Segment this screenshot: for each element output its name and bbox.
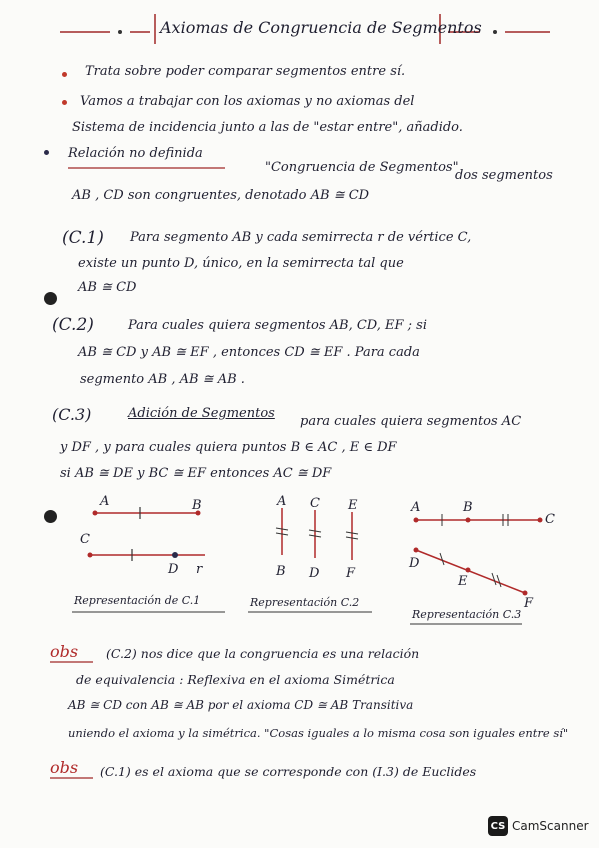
fig-c2-point-a: A (277, 494, 287, 509)
bullet-dot (62, 72, 67, 77)
fig-c3-point-d: D (409, 556, 420, 571)
axiom-c1-line-3: AB ≅ CD (78, 280, 137, 295)
bullet-text-2: Vamos a trabajar con los axiomas y no axiomas del (80, 94, 415, 109)
fig-c2-point-d: D (309, 566, 320, 581)
camscanner-brand: CamScanner (512, 819, 589, 833)
obs1-line-4: uniendo el axioma y la simétrica. "Cosas iguales a lo misma cosa son iguales entre sí" (68, 726, 569, 740)
page-title: Axiomas de Congruencia de Segmentos (160, 18, 482, 37)
bullet-dot (62, 100, 67, 105)
relacion-rest: dos segmentos (455, 168, 553, 183)
axiom-c3-line-1: para cuales quiera segmentos AC (300, 414, 522, 429)
fig-c3-point-f: F (524, 596, 534, 611)
figure-c3 (414, 514, 543, 596)
camscanner-logo-icon: CS (488, 816, 508, 836)
header-dot-left (118, 30, 122, 34)
axiom-c1-line-2: existe un punto D, único, en la semirrecta tal que (78, 256, 404, 271)
fig-c1-point-r: r (196, 562, 203, 577)
fig-c2-point-f: F (346, 566, 356, 581)
fig-c2-point-e: E (348, 498, 358, 513)
relacion-label: Relación no definida (68, 146, 203, 161)
fig-c1-point-b: B (192, 498, 202, 513)
fig-c1-point-d: D (168, 562, 179, 577)
axiom-c2-label: (C.2) (52, 315, 94, 335)
camscanner-watermark (488, 816, 589, 836)
axiom-c3-label: (C.3) (52, 405, 92, 424)
fig-c1-point-a: A (100, 494, 110, 509)
bullet-text-3: Sistema de incidencia junto a las de "estar entre", añadido. (72, 120, 463, 135)
fig-c2-point-c: C (310, 496, 320, 511)
fig-c1-point-c: C (80, 532, 90, 547)
relacion-quote: "Congruencia de Segmentos" (265, 160, 459, 175)
fig-c3-point-a: A (411, 500, 421, 515)
fig-c3-point-b: B (463, 500, 473, 515)
obs2-label: obs (50, 758, 79, 777)
relacion-line-2: AB , CD son congruentes, denotado AB ≅ CD (72, 188, 370, 203)
axiom-c3-line-2: y DF , y para cuales quiera puntos B ∈ AC , E ∈ DF (60, 440, 397, 455)
axiom-c2-line-3: segmento AB , AB ≅ AB . (80, 372, 245, 387)
caption-c2: Representación C.2 (250, 596, 360, 609)
binder-hole (44, 292, 57, 305)
caption-c3: Representación C.3 (412, 608, 522, 621)
axiom-c3-heading: Adición de Segmentos (128, 406, 275, 421)
fig-c3-point-e: E (458, 574, 468, 589)
obs1-label: obs (50, 642, 79, 661)
caption-c1: Representación de C.1 (74, 594, 201, 607)
axiom-c1-line-1: Para segmento AB y cada semirrecta r de vértice C, (130, 230, 472, 245)
binder-hole (44, 510, 57, 523)
bullet-text-1: Trata sobre poder comparar segmentos entre sí. (85, 64, 406, 79)
figure-c2 (276, 508, 358, 560)
axiom-c1-label: (C.1) (62, 228, 104, 248)
bullet-dot (44, 150, 49, 155)
header-dot-right (493, 30, 497, 34)
axiom-c2-line-2: AB ≅ CD y AB ≅ EF , entonces CD ≅ EF . Para cada (78, 345, 420, 360)
fig-c3-point-c: C (545, 512, 555, 527)
obs1-line-1: (C.2) nos dice que la congruencia es una relación (106, 646, 420, 661)
obs2-line-1: (C.1) es el axioma que se corresponde con (I.3) de Euclides (100, 764, 477, 779)
fig-c2-point-b: B (276, 564, 286, 579)
obs1-line-2: de equivalencia : Reflexiva en el axioma Simétrica (76, 672, 395, 687)
obs1-line-3: AB ≅ CD con AB ≅ AB por el axioma CD ≅ AB Transitiva (68, 698, 414, 712)
axiom-c3-line-3: si AB ≅ DE y BC ≅ EF entonces AC ≅ DF (60, 466, 332, 481)
axiom-c2-line-1: Para cuales quiera segmentos AB, CD, EF ; si (128, 318, 428, 333)
figure-c1 (88, 507, 206, 561)
